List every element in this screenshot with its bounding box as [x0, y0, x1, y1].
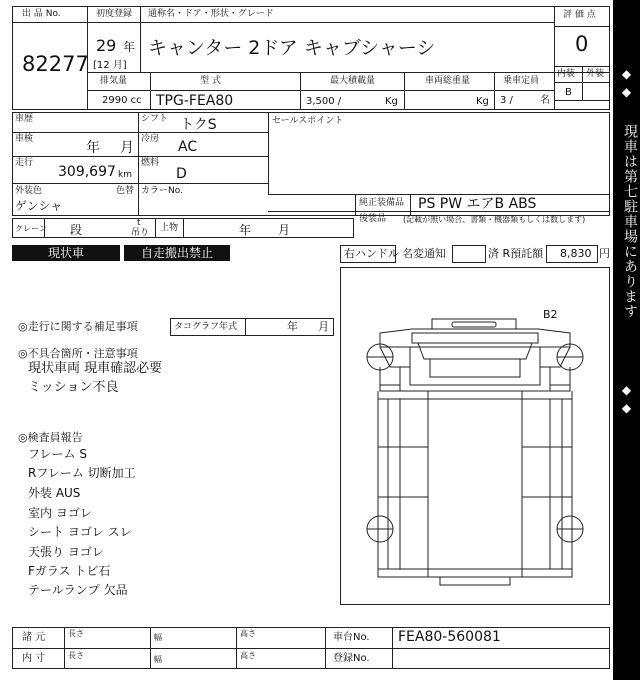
no-self-drive-badge: 自走搬出禁止 [124, 245, 230, 261]
color-code-label: カラーNo. [141, 186, 183, 196]
inspector-item: シート ヨゴレ スレ [28, 525, 132, 539]
height-label: 高さ [240, 629, 256, 638]
max-load-unit: Kg [385, 96, 398, 107]
capacity-value: 3 / [500, 95, 513, 106]
chassis-number: FEA80-560081 [398, 629, 501, 645]
model-name-label: 通称名・ドア・形状・グレード [148, 9, 274, 19]
max-load-value: 3,500 / [306, 96, 342, 107]
crane-t-unit: t [137, 218, 141, 228]
capacity-unit: 名 [540, 95, 550, 106]
recycle-amount: 8,830 [560, 247, 592, 260]
fuel-label: 燃料 [141, 158, 160, 168]
crane-step-unit: 段 [70, 223, 83, 237]
inspector-item: テールランプ 欠品 [28, 583, 128, 597]
score-value: 0 [575, 32, 589, 56]
lot-number: 82277 [22, 52, 89, 76]
inspector-item: フレーム S [28, 447, 87, 461]
defect-item: ミッション不良 [28, 380, 119, 395]
diamond-icon: ◆ [621, 383, 632, 397]
color-label: 外装色 [15, 186, 43, 196]
recycle-unit: 円 [599, 247, 610, 260]
reg-year: 29 [96, 36, 117, 55]
inspector-item: 天張り ヨゴレ [28, 545, 104, 559]
recycle-label: 済 R預託額 [488, 247, 544, 260]
inspection-month-unit: 月 [120, 140, 134, 156]
inspector-item: 室内 ヨゴレ [28, 506, 92, 520]
tachograph-label: タコグラフ年式 [174, 322, 238, 332]
color-change-label: 色替 [116, 186, 135, 196]
inspection-label: 車検 [15, 134, 34, 144]
name-change-label: 名変通知 [402, 247, 446, 260]
equipment-label: 純正装備品 [359, 198, 405, 208]
shift-value: トクS [180, 117, 217, 133]
registration-label: 登録No. [333, 653, 370, 664]
steering-value: 右ハンドル [344, 247, 399, 260]
aftermarket-label: 後装品 [359, 214, 387, 224]
score-label: 評 価 点 [563, 10, 596, 20]
spec-label: 諸 元 [22, 632, 46, 643]
fuel-value: D [176, 166, 187, 182]
inner-size-label: 内 寸 [22, 653, 46, 664]
inspector-item: Rフレーム 切断加工 [28, 466, 136, 480]
name-change-field [452, 245, 486, 263]
upper-month-unit: 月 [278, 223, 291, 237]
sales-point-label: セールスポイント [272, 116, 344, 126]
first-reg-label: 初度登録 [96, 9, 133, 19]
inspector-title: ◎検査員報告 [18, 431, 83, 444]
ac-label: 冷房 [141, 134, 160, 144]
chassis-label: 車台No. [333, 632, 370, 643]
color-value: ゲンシャ [15, 199, 63, 213]
width-label: 幅 [154, 655, 162, 664]
capacity-label: 乗車定員 [503, 76, 540, 86]
crane-label: クレーン [15, 224, 47, 233]
crane-hook-unit: 吊り [131, 228, 150, 238]
defect-item: 現状車両 現車確認必要 [28, 361, 163, 376]
length-label: 長さ [68, 651, 84, 660]
gross-weight-label: 車両総重量 [425, 76, 471, 86]
reg-month: [12 月] [93, 60, 127, 71]
type-value: TPG-FEA80 [156, 93, 234, 109]
diamond-icon: ◆ [621, 67, 632, 81]
model-name: キャンター 2ドア キャブシャーシ [148, 37, 436, 59]
ac-value: AC [178, 139, 198, 155]
displacement-value: 2990 cc [102, 95, 142, 106]
location-sidebar [613, 0, 640, 680]
length-label: 長さ [68, 629, 84, 638]
lot-label: 出 品 No. [22, 9, 61, 19]
mileage-label: 走行 [15, 158, 34, 168]
inspection-year-unit: 年 [86, 140, 100, 156]
history-label: 車歴 [15, 114, 34, 124]
location-note: 現車は第七駐車場にあります [622, 124, 638, 319]
diamond-icon: ◆ [621, 401, 632, 415]
mileage-unit: km [118, 170, 132, 180]
shift-label: シフト [141, 114, 169, 124]
tachograph-year-unit: 年 [287, 320, 298, 333]
driving-notes-title: ◎走行に関する補足事項 [18, 320, 138, 333]
gross-weight-unit: Kg [476, 96, 489, 107]
tachograph-month-unit: 月 [318, 320, 329, 333]
diamond-icon: ◆ [621, 85, 632, 99]
upper-label: 上物 [160, 223, 179, 233]
reg-year-unit: 年 [123, 40, 136, 54]
height-label: 高さ [240, 651, 256, 660]
truck-outline-icon [340, 267, 610, 605]
defects-title: ◎不具合箇所・注意事項 [18, 347, 138, 360]
damage-mark: B2 [543, 308, 558, 321]
mileage-value: 309,697 [58, 164, 116, 180]
width-label: 幅 [154, 633, 162, 642]
aftermarket-note: (記載が無い場合、書類・機器類もしくは数します) [403, 215, 586, 224]
interior-grade: B [565, 87, 572, 98]
max-load-label: 最大積載量 [330, 76, 376, 86]
upper-year-unit: 年 [239, 223, 252, 237]
exterior-label: 外装 [586, 69, 605, 79]
inspector-item: Fガラス トビ石 [28, 564, 111, 578]
inspector-item: 外装 AUS [28, 486, 81, 500]
current-condition-badge: 現状車 [12, 245, 120, 261]
type-label: 型 式 [200, 76, 221, 86]
equipment-value: PS PW エアB ABS [418, 196, 537, 212]
displacement-label: 排気量 [100, 76, 128, 86]
interior-label: 内装 [557, 69, 576, 79]
